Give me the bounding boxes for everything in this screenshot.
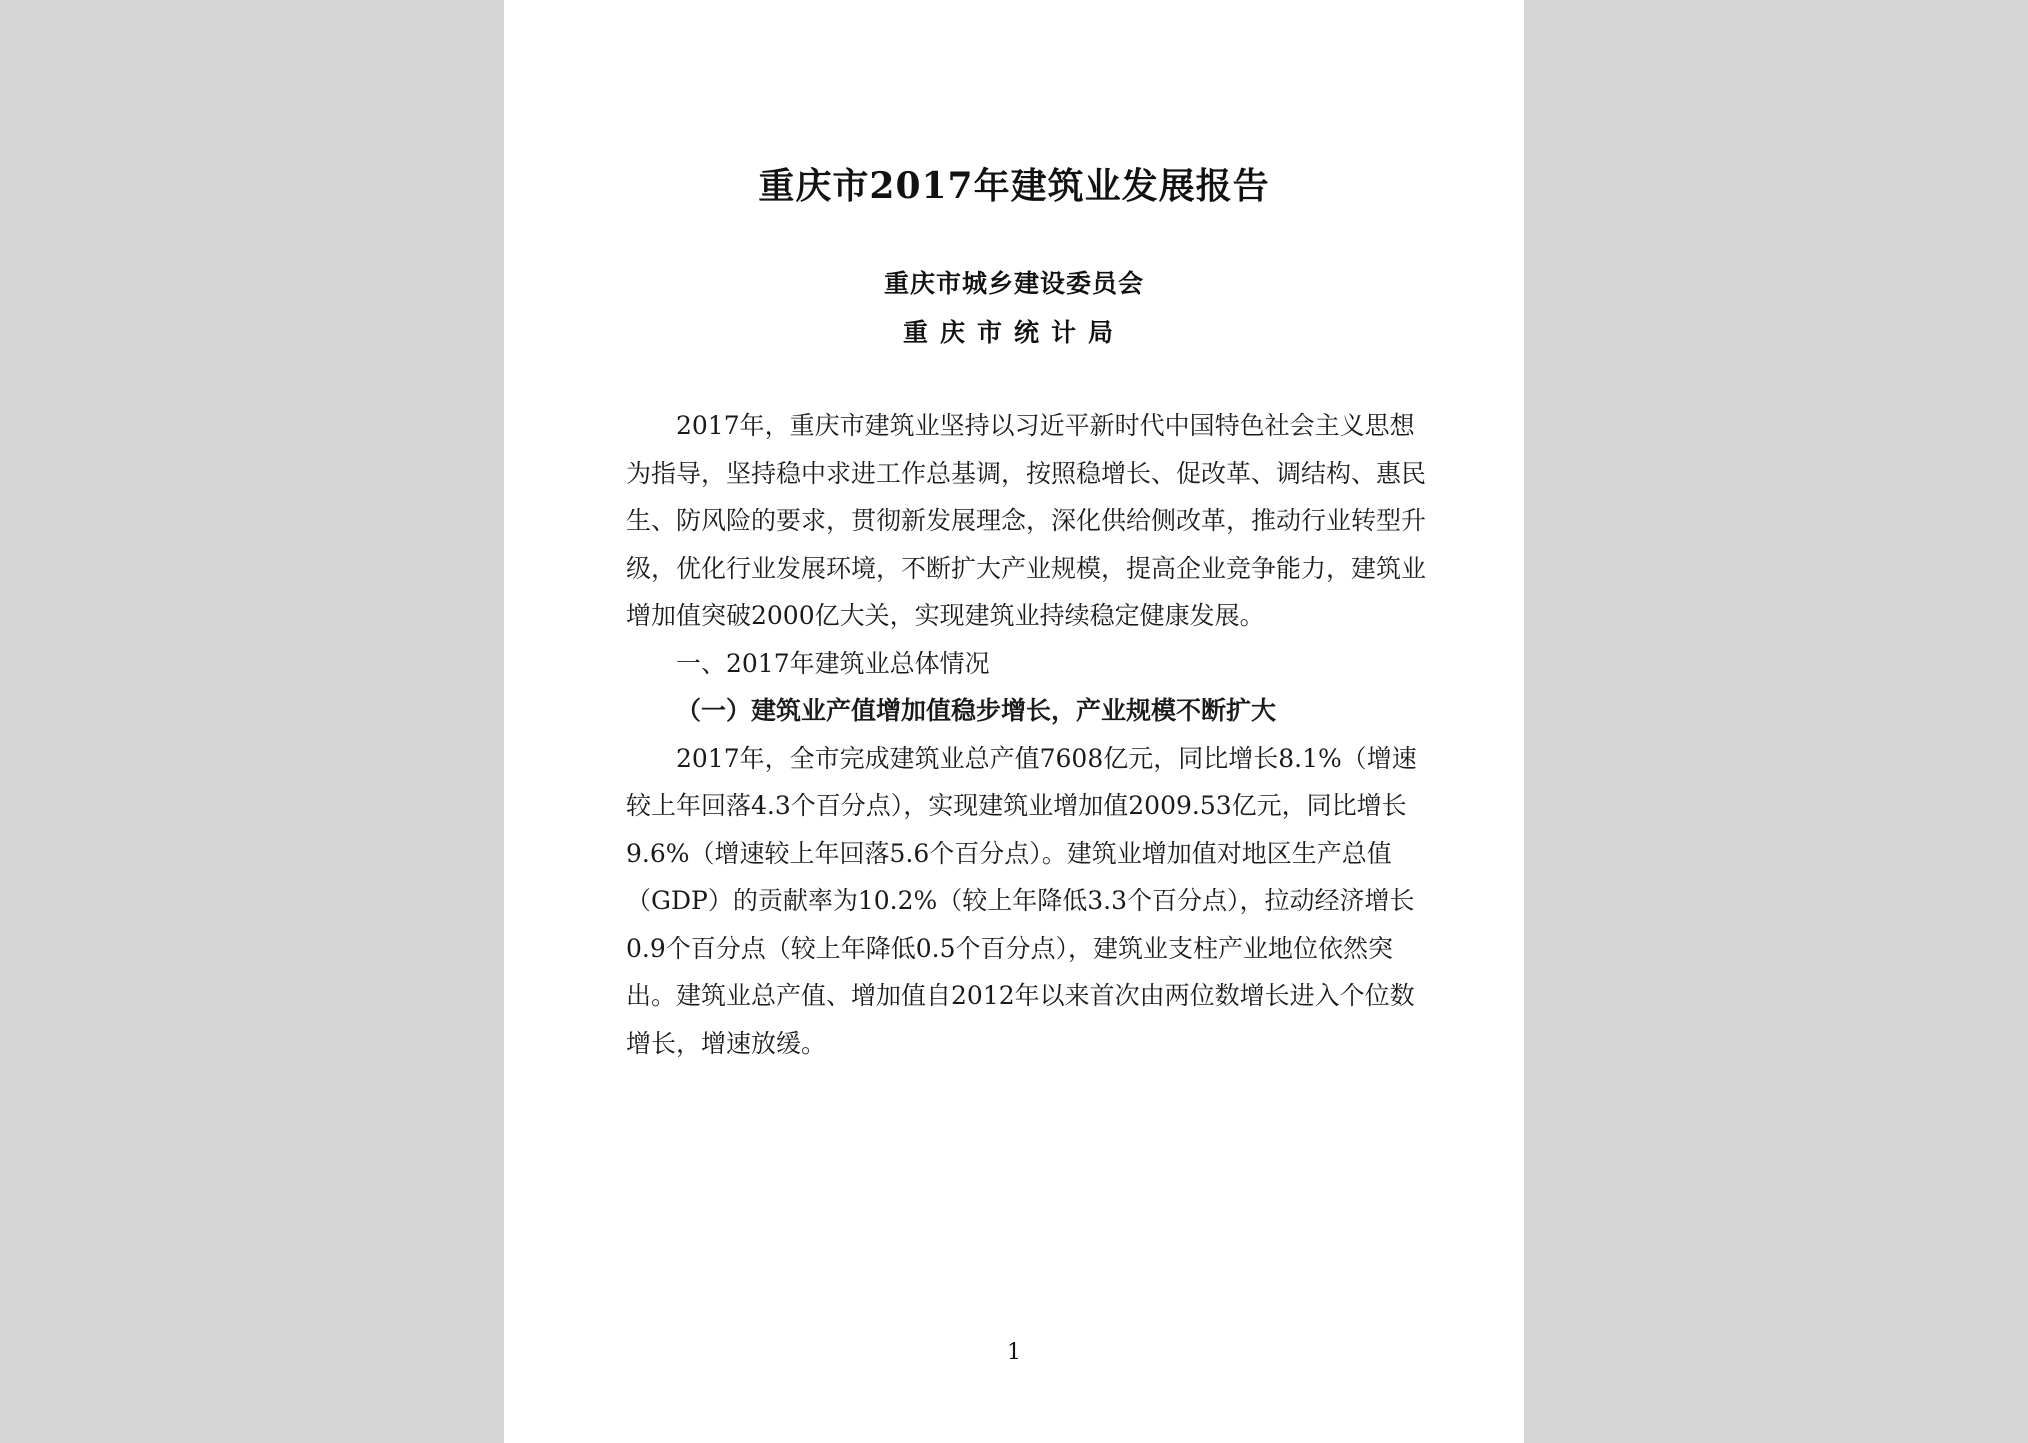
document-page bbox=[504, 0, 1524, 1443]
body-paragraph: 2017年，全市完成建筑业总产值7608亿元，同比增长8.1%（增速较上年回落4.3个百分点），实现建筑业增加值2009.53亿元，同比增长9.6%（增速较上年回落5.6个百分点）。建筑业增加值对地区生产总值（GDP）的贡献率为10.2%（较上年降低3.3个百分点），拉动经济增长0.9个百分点（较上年降低0.5个百分点），建筑业支柱产业地位依然突出。建筑业总产值、增加值自2012年以来首次由两位数增长进入个位数增长，增速放缓。 bbox=[626, 743, 1417, 1058]
intro-paragraph: 2017年，重庆市建筑业坚持以习近平新时代中国特色社会主义思想为指导，坚持稳中求进工作总基调，按照稳增长、促改革、调结构、惠民生、防风险的要求，贯彻新发展理念，深化供给侧改革，推动行业转型升级，优化行业发展环境，不断扩大产业规模，提高企业竞争能力，建筑业增加值突破2000亿大关，实现建筑业持续稳定健康发展。 bbox=[626, 411, 1427, 630]
subsection-heading: （一）建筑业产值增加值稳步增长，产业规模不断扩大 bbox=[676, 696, 1277, 725]
author-construction-commission: 重庆市城乡建设委员会 bbox=[883, 269, 1144, 298]
section-heading: 一、2017年建筑业总体情况 bbox=[676, 648, 990, 678]
author-statistics-bureau: 重庆市统计局 bbox=[902, 318, 1125, 347]
page-number: 1 bbox=[1007, 1340, 1021, 1365]
document-body bbox=[626, 402, 1430, 1067]
document-title: 重庆市2017年建筑业发展报告 bbox=[758, 165, 1270, 207]
